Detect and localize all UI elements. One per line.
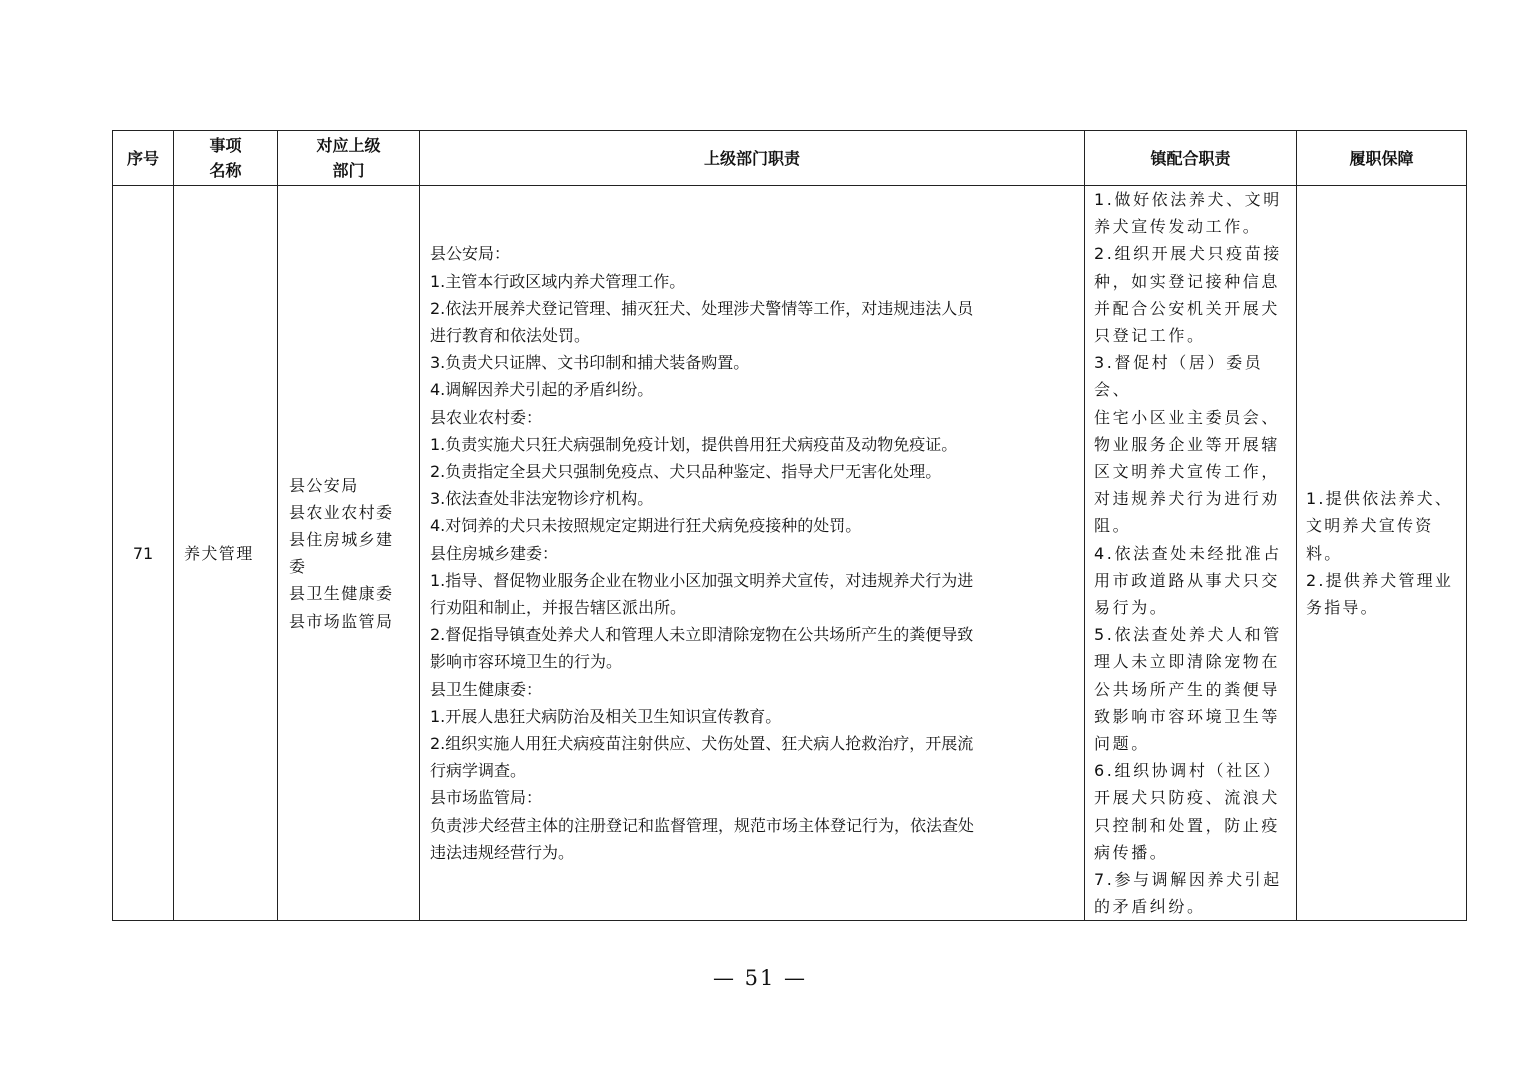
text-line: 1.做好依法养犬、文明	[1094, 190, 1282, 209]
row-guarantees	[1297, 186, 1467, 921]
text-line: 务指导。	[1306, 598, 1379, 618]
text-line: 县住房城乡建委：	[430, 543, 559, 563]
text-line: 县市场监管局：	[430, 788, 543, 808]
text-line: 2.依法开展养犬登记管理、捕灭狂犬、处理涉犬警情等工作，对违规违法人员	[430, 298, 974, 318]
table-row	[113, 186, 1467, 921]
text-line: 2.督促指导镇查处养犬人和管理人未立即清除宠物在公共场所产生的粪便导致	[430, 625, 974, 645]
text-line: 4.调解因养犬引起的矛盾纠纷。	[430, 380, 654, 400]
text-line: 6.组织协调村（社区）	[1094, 761, 1282, 781]
header-guarantee: 履职保障	[1297, 131, 1467, 186]
text-line: 问题。	[1094, 734, 1150, 754]
duty-table	[112, 130, 1467, 921]
text-line: 公共场所产生的粪便导	[1094, 679, 1281, 699]
text-line: 1.指导、督促物业服务企业在物业小区加强文明养犬宣传，对违规养犬行为进	[430, 570, 974, 590]
text-line: 县公安局	[289, 475, 359, 495]
text-line: 用市政道路从事犬只交	[1094, 570, 1281, 590]
text-line: 委	[289, 557, 307, 577]
text-line: 1.开展人患狂犬病防治及相关卫生知识宣传教育。	[430, 706, 782, 726]
page-number: — 51 —	[712, 966, 808, 990]
text-line: 3.依法查处非法宠物诊疗机构。	[430, 489, 654, 509]
table-header-row	[113, 131, 1467, 186]
text-line: 住宅小区业主委员会、	[1094, 407, 1281, 427]
text-line: 3.督促村（居）委员会、	[1094, 353, 1264, 400]
text-line: 县公安局：	[430, 244, 511, 264]
text-line: 5.依法查处养犬人和管	[1094, 625, 1282, 645]
header-superior-duty: 上级部门职责	[420, 131, 1085, 186]
text-line: 的矛盾纠纷。	[1094, 897, 1206, 917]
header-town-duty: 镇配合职责	[1085, 131, 1297, 186]
header-superior-dept: 对应上级 部门	[278, 131, 420, 186]
text-line: 阻。	[1094, 516, 1132, 536]
header-item-name: 事项 名称	[174, 131, 278, 186]
text-line: 县农业农村委	[289, 502, 394, 522]
text-line: 7.参与调解因养犬引起	[1094, 870, 1282, 890]
text-line: 4.依法查处未经批准占	[1094, 543, 1282, 563]
text-line: 种，如实登记接种信息	[1094, 271, 1281, 291]
header-seq: 序号	[113, 131, 174, 186]
text-line: 县卫生健康委：	[430, 679, 543, 699]
text-line: 1.提供依法养犬、	[1306, 489, 1454, 509]
row-town-duties	[1085, 186, 1297, 921]
text-line: 行劝阻和制止，并报告辖区派出所。	[430, 598, 687, 618]
text-line: 并配合公安机关开展犬	[1094, 298, 1281, 318]
text-line: 1.负责实施犬只狂犬病强制免疫计划，提供兽用狂犬病疫苗及动物免疫证。	[430, 434, 958, 454]
text-line: 2.提供养犬管理业	[1306, 570, 1454, 590]
text-line: 县农业农村委：	[430, 407, 543, 427]
text-line: 4.对饲养的犬只未按照规定定期进行狂犬病免疫接种的处罚。	[430, 516, 862, 536]
text-line: 影响市容环境卫生的行为。	[430, 652, 623, 672]
text-line: 进行教育和依法处罚。	[430, 326, 591, 346]
text-line: 县卫生健康委	[289, 584, 394, 604]
row-superior-duties	[420, 186, 1085, 921]
text-line: 只控制和处置，防止疫	[1094, 815, 1281, 835]
text-line: 物业服务企业等开展辖	[1094, 434, 1281, 454]
text-line: 只登记工作。	[1094, 326, 1206, 346]
text-line: 3.负责犬只证牌、文书印制和捕犬装备购置。	[430, 353, 750, 373]
text-line: 行病学调查。	[430, 761, 527, 781]
text-line: 料。	[1306, 543, 1343, 563]
text-line: 负责涉犬经营主体的注册登记和监督管理，规范市场主体登记行为，依法查处	[430, 815, 975, 835]
text-line: 县市场监管局	[289, 611, 394, 631]
text-line: 违法违规经营行为。	[430, 842, 575, 862]
row-seq: 71	[113, 186, 174, 921]
text-line: 文明养犬宣传资	[1306, 516, 1434, 536]
text-line: 养犬宣传发动工作。	[1094, 217, 1262, 237]
text-line: 理人未立即清除宠物在	[1094, 652, 1281, 672]
row-item-name: 养犬管理	[174, 186, 278, 921]
text-line: 易行为。	[1094, 598, 1169, 618]
text-line: 病传播。	[1094, 842, 1169, 862]
text-line: 2.负责指定全县犬只强制免疫点、犬只品种鉴定、指导犬尸无害化处理。	[430, 462, 942, 482]
row-departments	[278, 186, 420, 921]
text-line: 致影响市容环境卫生等	[1094, 706, 1281, 726]
text-line: 对违规养犬行为进行劝	[1094, 489, 1281, 509]
text-line: 开展犬只防疫、流浪犬	[1094, 788, 1281, 808]
text-line: 1.主管本行政区域内养犬管理工作。	[430, 271, 686, 291]
text-line: 2.组织实施人用狂犬病疫苗注射供应、犬伤处置、狂犬病人抢救治疗，开展流	[430, 734, 974, 754]
text-line: 县住房城乡建	[289, 530, 394, 550]
text-line: 2.组织开展犬只疫苗接	[1094, 244, 1282, 264]
text-line: 区文明养犬宣传工作，	[1094, 462, 1281, 482]
